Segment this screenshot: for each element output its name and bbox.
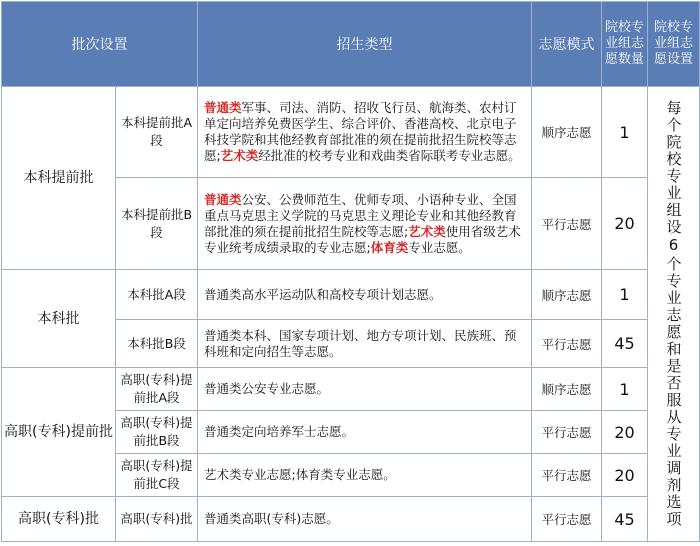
mode-cell: 顺序志愿	[532, 270, 602, 320]
segment-cell: 本科批B段	[116, 320, 198, 368]
count-cell: 45	[602, 320, 648, 368]
type-description	[198, 87, 532, 178]
count-cell: 1	[602, 270, 648, 320]
admission-batch-table	[1, 1, 700, 542]
header-row	[2, 2, 700, 87]
description-text: 专业志愿。	[408, 239, 471, 255]
table-row	[2, 368, 700, 411]
count-cell: 45	[602, 497, 648, 542]
header-batch: 批次设置	[2, 2, 198, 87]
mode-cell: 顺序志愿	[532, 87, 602, 178]
description-text: 军事、司法、消防、招收飞行员、航海类、农村订单定向培养免费医学生、综合评价、香港高校、北京电子科技学院和其他经教育部批准的须在提前批招生院校等志愿;	[204, 100, 517, 163]
header-type: 招生类型	[198, 2, 532, 87]
mode-cell: 平行志愿	[532, 454, 602, 497]
type-description	[198, 178, 532, 270]
segment-cell: 高职(专科)提前批B段	[116, 411, 198, 454]
segment-cell: 本科提前批A段	[116, 87, 198, 178]
segment-cell: 本科提前批B段	[116, 178, 198, 270]
admission-batch-table-page	[0, 1, 700, 546]
description-text: 经批准的校考专业和戏曲类省际联考专业志愿。	[258, 148, 521, 163]
segment-cell: 高职(专科)提前批C段	[116, 454, 198, 497]
setting-note: 每个院校专业组设6个专业志愿和是否服从专业调剂选项	[664, 100, 683, 528]
batch-cell: 高职(专科)提前批	[2, 368, 116, 497]
type-description	[198, 270, 532, 320]
description-text: 艺术类专业志愿;体育类专业志愿。	[204, 467, 396, 482]
type-description	[198, 320, 532, 368]
table-row	[2, 87, 700, 178]
description-text: 普通类高水平运动队和高校专项计划志愿。	[204, 286, 442, 302]
table-row	[2, 270, 700, 320]
segment-cell: 本科批A段	[116, 270, 198, 320]
category-label: 体育类	[370, 239, 409, 255]
description-text: 公安、公费师范生、优师专项、小语种专业、全国重点马克思主义学院的马克思主义理论专业和其他经教育部批准的须在提前批招生院校等志愿;	[204, 191, 517, 239]
description-text: 普通类公安专业志愿。	[204, 381, 330, 396]
category-label: 艺术类	[408, 223, 446, 239]
header-setting: 院校专业组志愿设置	[648, 2, 700, 87]
header-count: 院校专业组志愿数量	[602, 2, 648, 87]
description-text: 普通类定向培养军士志愿。	[204, 424, 355, 439]
description-text: 普通类本科、国家专项计划、地方专项计划、民族班、预科班和定向招生等志愿。	[204, 327, 517, 359]
category-label: 普通类	[204, 191, 242, 207]
table-row	[2, 497, 700, 542]
mode-cell: 平行志愿	[532, 411, 602, 454]
description-text: 使用省级艺术专业统考成绩录取的专业志愿;	[204, 223, 521, 255]
count-cell: 20	[602, 178, 648, 270]
type-description	[198, 411, 532, 454]
mode-cell: 平行志愿	[532, 178, 602, 270]
type-description	[198, 368, 532, 411]
batch-cell: 本科批	[2, 270, 116, 368]
mode-cell: 顺序志愿	[532, 368, 602, 411]
count-cell: 20	[602, 454, 648, 497]
segment-cell: 高职(专科)批	[116, 497, 198, 542]
category-label: 普通类	[204, 100, 242, 115]
description-text: 普通类高职(专科)志愿。	[204, 511, 339, 526]
category-label: 艺术类	[220, 148, 259, 163]
batch-cell: 本科提前批	[2, 87, 116, 270]
mode-cell: 平行志愿	[532, 320, 602, 368]
count-cell: 1	[602, 87, 648, 178]
mode-cell: 平行志愿	[532, 497, 602, 542]
batch-cell: 高职(专科)批	[2, 497, 116, 542]
segment-cell: 高职(专科)提前批A段	[116, 368, 198, 411]
type-description	[198, 454, 532, 497]
count-cell: 1	[602, 368, 648, 411]
type-description	[198, 497, 532, 542]
setting-note-cell	[648, 87, 700, 542]
header-mode: 志愿模式	[532, 2, 602, 87]
count-cell: 20	[602, 411, 648, 454]
